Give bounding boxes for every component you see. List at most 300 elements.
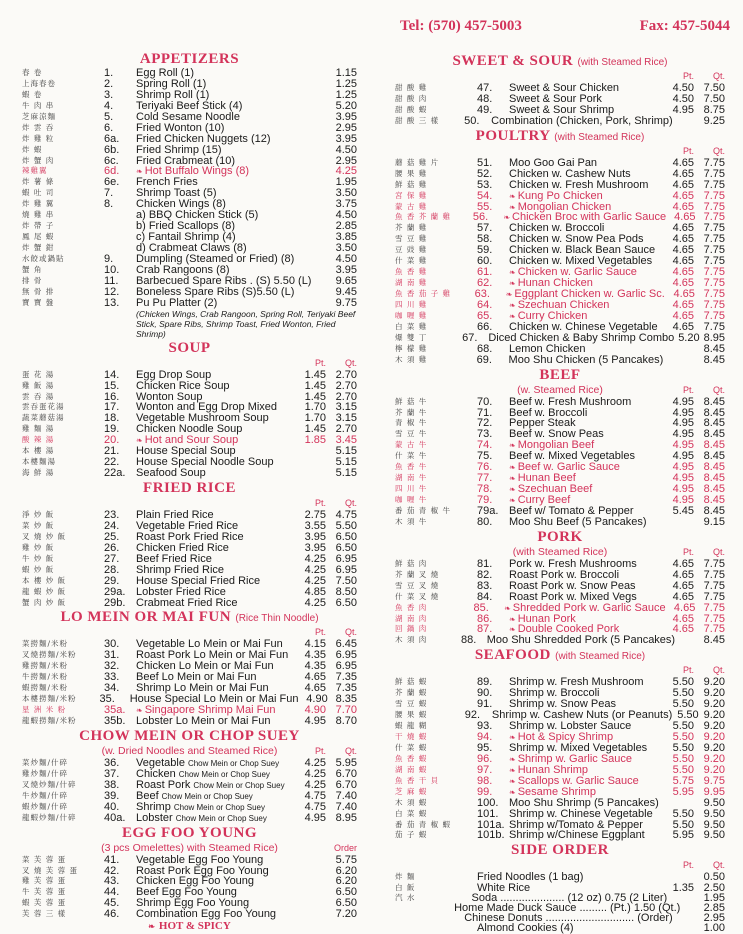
menu-item[interactable]	[395, 923, 725, 933]
item-name: Szechuan Chicken	[517, 298, 610, 311]
pint-header: Pt.	[314, 498, 326, 508]
item-name: Fried Wonton (10)	[136, 121, 225, 134]
pint-price	[663, 923, 694, 933]
price-headers	[663, 384, 725, 397]
item-price: 4.50	[335, 209, 357, 222]
item-name: Hunan Shrimp	[517, 763, 589, 776]
item-name: Beef w. Mixed Vegetables	[509, 450, 635, 463]
chinese-name: 白 飯	[395, 882, 416, 892]
price-headers	[663, 664, 725, 677]
chinese-name: 叉 燒 炒 飯	[22, 531, 67, 541]
item-number: 82.	[477, 568, 493, 581]
quart-price: 9.75	[703, 774, 725, 787]
pint-price: 4.65	[672, 277, 694, 290]
item-name: Szechuan Beef	[517, 483, 593, 496]
item-number: 92.	[464, 709, 481, 722]
quart-price: 6.95	[335, 660, 357, 673]
item-name: Mongolian Chicken	[517, 200, 612, 213]
item-price: 9.75	[335, 296, 357, 309]
quart-price: 9.95	[703, 785, 725, 798]
item-name: Wonton and Egg Drop Mixed	[136, 401, 278, 414]
item-number: 98.	[477, 774, 493, 787]
chinese-name: 白 菜 雞	[395, 321, 428, 331]
item-price: 1.25	[335, 88, 357, 101]
item-name: Chicken Fried Rice	[136, 541, 229, 554]
pint-price: 5.50	[677, 709, 699, 722]
price-headers	[663, 145, 725, 158]
chinese-name: 蝦 吐 司	[22, 188, 55, 198]
pint-price: 5.50	[672, 720, 694, 733]
quart-price: 7.75	[703, 266, 725, 279]
pint-price: 4.65	[672, 255, 694, 268]
item-name: Vegetable Fried Rice	[136, 519, 239, 532]
quart-price: 6.95	[335, 649, 357, 662]
pint-price: 5.45	[672, 504, 694, 517]
seafood-heading	[395, 646, 725, 664]
item-name: White Rice	[477, 881, 531, 894]
menu-item[interactable]	[22, 598, 357, 609]
quart-price: 7.70	[335, 704, 357, 717]
chinese-name: 茄 子 蝦	[395, 830, 428, 840]
price-headers	[295, 357, 357, 370]
quart-price: 2.70	[335, 423, 357, 436]
item-name: Curry Chicken	[517, 309, 588, 322]
quart-price: 6.50	[335, 596, 357, 609]
item-price: 1.25	[335, 77, 357, 90]
pint-price: 4.75	[304, 789, 326, 802]
item-name: d) Crabmeat Claws (8)	[136, 242, 247, 254]
pint-price	[673, 116, 699, 127]
item-name: Hunan Beef	[517, 472, 576, 485]
quart-price: 2.95	[703, 912, 726, 925]
pint-price: 5.95	[672, 829, 694, 842]
chinese-name: 炸 雞 翼	[22, 199, 55, 209]
chinese-name: 芝麻涼麵	[22, 111, 56, 121]
chinese-name: 湖 南 雞	[395, 278, 428, 288]
pint-price: 2.75	[304, 509, 326, 521]
chinese-name: 淨 炒 飯	[22, 510, 55, 519]
item-number: 71.	[477, 406, 493, 419]
menu-item[interactable]	[395, 116, 725, 127]
chinese-name: 芥 蘭 雞	[395, 223, 428, 233]
item-name: Shrimp w. Broccoli	[509, 687, 600, 700]
item-number: 29a.	[104, 585, 126, 598]
item-name: Hunan Pork	[517, 612, 576, 625]
item-number: 91.	[477, 698, 493, 711]
item-number: 35.	[99, 693, 115, 706]
item-name: Chicken w. Chinese Vegetable	[509, 320, 658, 333]
chili-pepper-icon: ❧	[509, 474, 516, 484]
price-headers	[295, 745, 357, 758]
quart-header: Qt.	[712, 71, 725, 81]
pint-price	[663, 798, 694, 809]
item-name-wrap	[491, 116, 673, 127]
item-number: 6a.	[104, 132, 120, 145]
quart-price: 6.45	[335, 638, 357, 651]
item-name: Vegetable Egg Foo Young	[136, 853, 264, 866]
item-name: Seafood Soup	[136, 467, 206, 480]
menu-item[interactable]	[22, 716, 357, 727]
item-number: 81.	[477, 557, 493, 570]
appetizers-heading	[22, 50, 357, 68]
quart-header: Qt.	[344, 627, 357, 638]
item-number: 54.	[477, 189, 493, 202]
item-name: Shrimp w. Chinese Vegetable	[509, 807, 653, 820]
item-number: 76.	[477, 461, 493, 474]
fax-number: Fax: 457-5044	[639, 18, 730, 34]
quart-price: 2.70	[335, 390, 357, 403]
pint-price: 5.50	[672, 818, 694, 831]
pint-price: 4.95	[672, 428, 694, 441]
item-price: 1.15	[335, 67, 357, 79]
item-name: Shrimp w. Mixed Vegetables	[509, 741, 648, 754]
quart-price: 7.75	[703, 200, 725, 213]
quart-header: Qt.	[712, 546, 725, 557]
item-name: Sweet & Sour Shrimp	[509, 103, 615, 116]
item-price: 2.85	[335, 220, 357, 233]
menu-item[interactable]	[22, 813, 357, 824]
menu-item[interactable]	[395, 517, 725, 528]
item-number	[104, 210, 136, 221]
pint-price: 4.65	[672, 320, 694, 333]
chinese-name: 蒙 古 牛	[395, 440, 428, 450]
quart-price: 7.75	[703, 557, 725, 570]
item-name: Hot Buffalo Wings (8)	[144, 165, 250, 178]
item-number: 77.	[477, 472, 493, 485]
item-name-ext: Chow Mein or Chop Suey	[178, 769, 270, 779]
chinese-name: 蝦炒麵/什碎	[22, 801, 69, 811]
chinese-name: 雞炒麵/什碎	[22, 768, 69, 778]
chinese-name: 什 菜 雞	[395, 256, 428, 266]
pint-price: 4.35	[304, 660, 326, 673]
price-headers	[663, 546, 725, 559]
quart-price: 5.15	[335, 445, 357, 458]
chinese-name: 甜 酸 蝦	[395, 104, 428, 114]
phone-number[interactable]: Tel: (570) 457-5003	[400, 18, 522, 34]
item-number: 41.	[104, 853, 120, 866]
chinese-name: 寶 寶 盤	[22, 297, 55, 307]
pint-price: 5.50	[672, 763, 694, 776]
chinese-name: 炸 蟹 肉	[22, 155, 55, 165]
item-name: Shrimp w/Tomato & Pepper	[509, 818, 643, 831]
pint-price: 4.65	[672, 309, 694, 322]
chinese-name: 龍蝦撈麵/米粉	[22, 716, 77, 725]
hot-spicy-legend	[22, 920, 357, 933]
quart-price: 9.20	[703, 720, 725, 733]
pint-price: 1.45	[304, 379, 326, 392]
price-headers	[307, 842, 357, 855]
chinese-name: 魚 香 肉	[395, 602, 428, 612]
section-title: CHOW MEIN OR CHOP SUEY	[79, 727, 300, 744]
pint-price: 5.75	[672, 774, 694, 787]
chili-pepper-icon: ❧	[504, 603, 511, 613]
quart-price: 3.15	[335, 412, 357, 425]
quart-price: 9.50	[703, 807, 725, 820]
item-number: 10.	[104, 263, 120, 276]
item-number: 63.	[474, 288, 490, 300]
item-number: 75.	[477, 450, 493, 463]
quart-price: 2.50	[703, 881, 725, 894]
menu-item[interactable]	[395, 830, 725, 841]
item-name-wrap	[136, 813, 295, 824]
item-number: 79a.	[477, 504, 499, 517]
item-name: Fried Chicken Nuggets (12)	[136, 132, 271, 145]
quart-price: 8.45	[703, 450, 725, 463]
chinese-name: 白 菜 蝦	[395, 808, 428, 818]
pint-header: Pt.	[682, 71, 694, 81]
chinese-name: 排 骨	[22, 275, 43, 285]
chinese-name: 星 洲 米 粉	[22, 705, 67, 715]
quart-price: 6.70	[335, 767, 357, 780]
item-name: Mongolian Beef	[517, 439, 595, 452]
chinese-name: 木 須 蝦	[395, 797, 428, 807]
item-number: 29.	[104, 574, 120, 587]
item-price: 6.50	[335, 897, 357, 910]
item-name: Combination (Chicken, Pork, Shrimp)	[491, 114, 673, 127]
quart-price: 7.75	[703, 590, 725, 603]
item-name: Diced Chicken & Baby Shrimp Combo	[488, 331, 675, 344]
chinese-name: 燒 雞 串	[22, 210, 55, 220]
item-name-wrap	[509, 355, 664, 366]
item-number: 90.	[477, 687, 493, 700]
chili-pepper-icon: ❧	[509, 441, 516, 451]
item-number: 29b.	[104, 596, 126, 609]
item-number: 74.	[477, 439, 493, 452]
pint-price: 3.95	[304, 541, 326, 554]
chili-pepper-icon: ❧	[509, 614, 516, 624]
chinese-name: 鳳 尾 蝦	[22, 232, 55, 242]
item-name: Lobster Fried Rice	[136, 585, 226, 598]
pint-price: 5.50	[672, 698, 694, 711]
item-name: Fried Noodles (1 bag)	[477, 871, 584, 884]
item-name: Chicken Lo Mein or Mai Fun	[136, 660, 274, 673]
menu-item[interactable]	[22, 909, 357, 920]
quart-price: 9.20	[703, 752, 725, 765]
item-name: Beef Lo Mein or Mai Fun	[136, 671, 257, 684]
item-number: 89.	[477, 676, 493, 689]
chinese-name: 蟹 角	[22, 264, 43, 274]
item-name: Wonton Soup	[136, 390, 203, 403]
quart-price: 7.75	[703, 298, 725, 311]
menu-item[interactable]	[22, 802, 357, 813]
pint-price: 4.25	[304, 596, 326, 609]
item-number: 70.	[477, 395, 493, 408]
chinese-name: 甜 酸 肉	[395, 93, 428, 103]
poultry-heading	[395, 127, 725, 145]
chinese-name: 雞 炒 飯	[22, 542, 55, 552]
item-number: 51.	[477, 156, 493, 169]
item-number: 39.	[104, 789, 120, 802]
quart-price: 1.95	[703, 891, 725, 904]
item-number: 94.	[477, 731, 493, 743]
quart-price: 7.75	[703, 288, 725, 300]
side-heading	[395, 841, 725, 859]
quart-price: 8.45	[703, 439, 725, 452]
pint-price: 4.95	[672, 439, 694, 452]
quart-price: 8.45	[703, 353, 725, 366]
quart-price: 7.75	[703, 233, 725, 246]
menu-item[interactable]	[395, 355, 725, 366]
item-name: Moo Shu Shredded Pork (5 Pancakes)	[486, 634, 676, 647]
item-name: Roast Pork Egg Foo Young	[136, 864, 269, 877]
item-number: 22.	[104, 456, 120, 469]
quart-price: 8.45	[703, 504, 725, 517]
item-name: Shrimp Fried Rice	[136, 563, 225, 576]
pint-price: 4.65	[672, 233, 694, 246]
item-number: 6e.	[104, 176, 120, 189]
chili-pepper-icon: ❧	[509, 463, 516, 473]
section-subtitle: (3 pcs Omelettes) with Steamed Rice)	[101, 841, 278, 854]
chinese-name: 魚 香 蝦	[395, 753, 428, 763]
item-number: 24.	[104, 519, 120, 532]
chinese-name: 炸 蝦	[22, 144, 43, 154]
item-name: Chinese Donuts ............................. (Order)	[464, 912, 673, 925]
pint-price: 4.85	[304, 585, 326, 598]
menu-item[interactable]	[22, 298, 357, 309]
item-number: 14.	[104, 368, 120, 381]
item-number: 30.	[104, 638, 120, 651]
item-name: Scallops w. Garlic Sauce	[517, 774, 639, 787]
item-number: 49.	[477, 103, 493, 116]
quart-price: 6.95	[335, 563, 357, 576]
item-number: 12.	[104, 285, 120, 298]
chinese-name: 雲吞蛋花湯	[22, 402, 65, 412]
beef-heading	[395, 366, 725, 384]
pint-price: 3.95	[304, 530, 326, 543]
item-name: House Special Fried Rice	[136, 574, 261, 587]
pint-price: 4.95	[672, 494, 694, 506]
pint-price: 4.65	[304, 682, 326, 695]
quart-price: 7.75	[703, 320, 725, 333]
item-price: 3.50	[335, 187, 357, 200]
pint-price: 4.25	[304, 756, 326, 769]
chinese-name: 龍 蝦 炒 飯	[22, 586, 67, 596]
quart-price: 8.45	[703, 406, 725, 419]
menu-item[interactable]	[395, 635, 725, 646]
item-number: 7.	[104, 187, 114, 200]
quart-header: Qt.	[712, 665, 725, 676]
pork-heading	[395, 528, 725, 546]
chinese-name: 辣雞翼	[22, 166, 48, 176]
chinese-name: 芥 蘭 牛	[395, 407, 428, 417]
pint-price: 4.95	[672, 406, 694, 419]
pint-price	[663, 355, 694, 366]
item-number: 6c.	[104, 154, 119, 167]
item-name-wrap	[136, 598, 295, 609]
item-name: Fried Crabmeat (10)	[136, 154, 236, 167]
item-price: 3.50	[335, 242, 357, 254]
pint-price: 4.65	[673, 288, 695, 300]
item-number: 88.	[461, 634, 477, 647]
pint-price: 4.95	[672, 417, 694, 430]
chinese-name: 魚 香 茄 子 雞	[395, 289, 452, 298]
item-price: 2.95	[335, 154, 357, 167]
pint-price: 4.65	[672, 189, 694, 202]
chinese-name: 腰 果 雞	[395, 168, 428, 178]
legend-label: HOT & SPICY	[158, 920, 231, 933]
item-number: 28.	[104, 563, 120, 576]
lomein-heading	[22, 608, 357, 626]
pint-header: Pt.	[682, 860, 694, 871]
item-number: 95.	[477, 741, 493, 754]
chinese-name: 魚 香 雞	[395, 267, 428, 277]
item-number: 16.	[104, 390, 120, 403]
item-number: 58.	[477, 233, 493, 246]
item-number: 57.	[477, 222, 493, 235]
item-number: 20.	[104, 434, 120, 447]
item-name: Moo Shu Shrimp (5 Pancakes)	[509, 796, 659, 809]
item-number: 45.	[104, 897, 120, 910]
pint-price: 5.20	[678, 331, 700, 344]
item-name: Hunan Chicken	[517, 277, 593, 290]
item-name: Lobster Lo Mein or Mai Fun	[136, 715, 271, 727]
chinese-name: 牛 炒 飯	[22, 553, 55, 563]
item-number	[104, 221, 136, 232]
chinese-name: 什 菜 牛	[395, 451, 428, 461]
pint-price: 4.95	[304, 811, 326, 824]
pint-price: 1.45	[304, 368, 326, 381]
chinese-name: 牛 肉 串	[22, 100, 55, 110]
item-number: 18.	[104, 412, 120, 425]
quart-price: 9.20	[703, 698, 725, 711]
quart-price: 8.45	[703, 483, 725, 496]
item-name-wrap	[136, 716, 295, 727]
pint-price: 4.65	[672, 579, 694, 592]
pint-price: 4.95	[672, 450, 694, 463]
chili-pepper-icon: ❧	[509, 733, 516, 742]
item-name: Moo Shu Chicken (5 Pancakes)	[508, 353, 664, 366]
pint-header: Pt.	[682, 145, 694, 156]
quart-price: 8.35	[335, 693, 357, 706]
quart-price: 5.15	[335, 456, 357, 469]
section-title: SOUP	[168, 339, 211, 356]
item-price: 3.95	[335, 110, 357, 123]
quart-price: 8.70	[335, 715, 357, 727]
item-name: Chicken w. Cashew Nuts	[509, 167, 631, 180]
pint-header: Pt.	[682, 665, 694, 676]
item-number: 4.	[104, 99, 114, 112]
chinese-name: 回 鍋 肉	[395, 624, 428, 634]
item-number: 38.	[104, 778, 120, 791]
item-name: a) BBQ Chicken Stick (5)	[136, 209, 259, 222]
pint-price: 4.65	[672, 156, 694, 169]
chinese-name: 芥 蘭 蝦	[395, 688, 428, 698]
chinese-name: 水餃或鍋貼	[22, 253, 65, 263]
section-title: APPETIZERS	[139, 51, 240, 67]
item-price: 6.50	[335, 886, 357, 899]
item-name: Spring Roll (1)	[136, 77, 207, 90]
quart-price: 8.45	[703, 428, 725, 441]
item-name-wrap	[509, 517, 663, 528]
pint-price: 3.55	[304, 519, 326, 532]
section-subtitle: (with Steamed Rice)	[512, 545, 608, 558]
quart-price: 7.35	[335, 671, 357, 684]
item-number: 33.	[104, 671, 120, 684]
platter-note: (Chicken Wings, Crab Rangoon, Spring Roll, Teriyaki Beef Stick, Spare Ribs, Shrimp Toast, Fried Wonton, Fried Shrimp)	[136, 308, 356, 339]
quart-price: 0.50	[703, 871, 725, 884]
item-number: 56.	[472, 211, 489, 224]
menu-item[interactable]	[22, 468, 357, 479]
item-name: Egg Drop Soup	[136, 368, 212, 381]
chinese-name: 木 須 牛	[395, 516, 428, 526]
item-name: Shrimp w/Chinese Eggplant	[509, 829, 645, 842]
item-number	[104, 232, 136, 243]
quart-price: 9.15	[703, 515, 725, 528]
item-number: 97.	[477, 763, 493, 776]
item-number: 44.	[104, 886, 120, 899]
quart-price: 7.75	[703, 189, 725, 202]
item-name: Chicken w. Black Bean Sauce	[509, 244, 656, 257]
